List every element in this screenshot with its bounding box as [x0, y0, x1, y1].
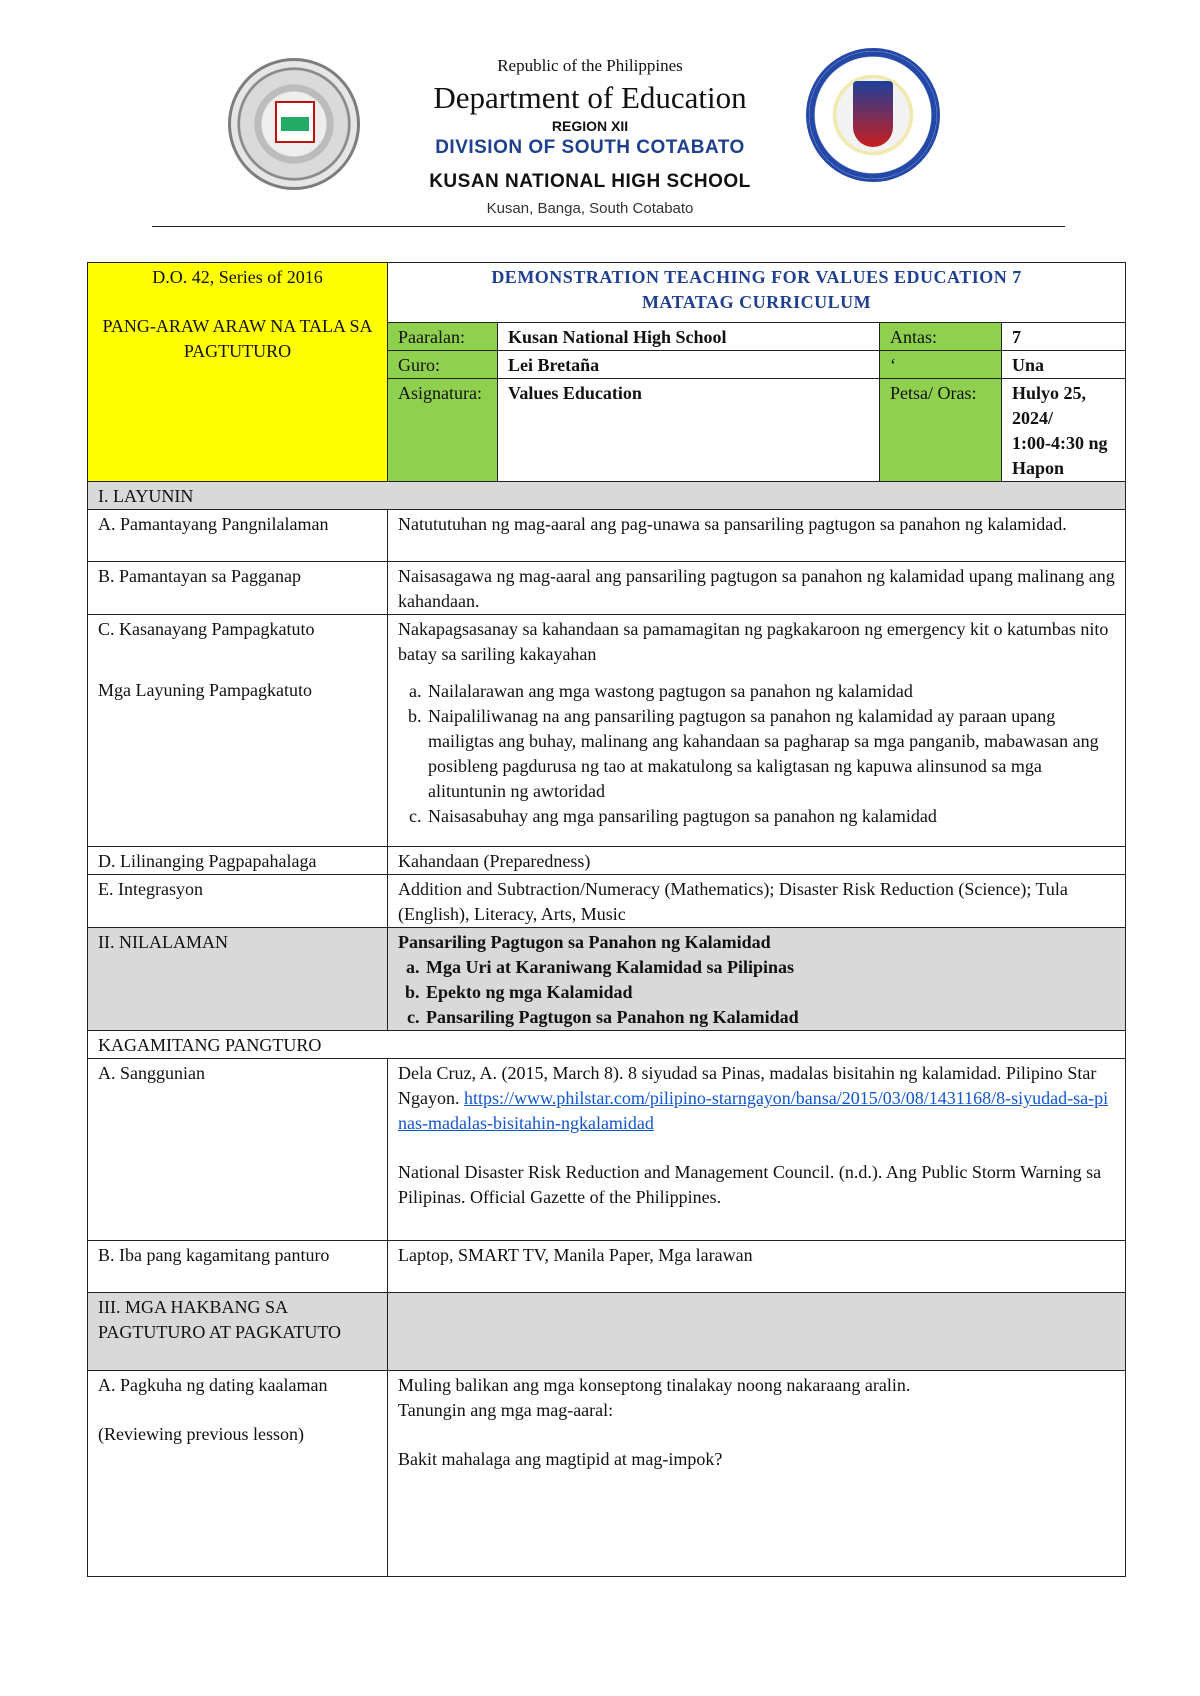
school-line: KUSAN NATIONAL HIGH SCHOOL	[429, 171, 751, 192]
nilalaman-item: c. Pansariling Pagtugon sa Panahon ng Kalamidad	[424, 1005, 1115, 1030]
performance-standard: Naisasagawa ng mag-aaral ang pansariling pagtugon sa panahon ng kalamidad upang malinang ang kahandaan.	[388, 562, 1126, 615]
subject-value: Values Education	[498, 379, 880, 482]
date-value	[1002, 379, 1126, 482]
school-label: Paaralan:	[388, 323, 498, 351]
republic-line: Republic of the Philippines	[497, 56, 683, 75]
other-materials: Laptop, SMART TV, Manila Paper, Mga larawan	[388, 1241, 1126, 1293]
review-question: Bakit mahalaga ang magtipid at mag-impok?	[398, 1449, 723, 1469]
competency-label: C. Kasanayang Pampagkatuto	[98, 619, 315, 639]
document-header	[0, 0, 1200, 235]
kagamitan-heading: KAGAMITANG PANGTURO	[88, 1031, 1126, 1059]
references-label: A. Sanggunian	[88, 1059, 388, 1241]
reference-1-link[interactable]: https://www.philstar.com/pilipino-starngayon/bansa/2015/03/08/1431168/8-siyudad-sa-pinas-madalas-bisitahin-ngkalamidad	[398, 1088, 1109, 1133]
values-label: D. Lilinanging Pagpapahalaga	[88, 847, 388, 875]
division-line: DIVISION OF SOUTH COTABATO	[435, 137, 745, 158]
objectives-list	[398, 679, 1115, 829]
school-seal-icon	[228, 58, 360, 190]
review-label-cell	[88, 1371, 388, 1577]
date-label: Petsa/ Oras:	[880, 379, 1002, 482]
competency-label-cell	[88, 615, 388, 847]
department-line: Department of Education	[433, 80, 747, 115]
grade-label: Antas:	[880, 323, 1002, 351]
deped-seal-icon	[806, 48, 940, 182]
header-divider	[152, 226, 1065, 227]
layunin-heading: I. LAYUNIN	[88, 482, 1126, 510]
other-materials-label: B. Iba pang kagamitang panturo	[88, 1241, 388, 1293]
reference-1	[398, 1061, 1115, 1136]
review-cell	[388, 1371, 1126, 1577]
nilalaman-cell	[388, 928, 1126, 1031]
order-cell	[88, 263, 388, 482]
title-line-2: MATATAG CURRICULUM	[641, 292, 872, 312]
integration-text: Addition and Subtraction/Numeracy (Mathematics); Disaster Risk Reduction (Science); Tula (English), Literacy, Arts, Music	[388, 875, 1126, 928]
review-label: A. Pagkuha ng dating kaalaman	[98, 1375, 328, 1395]
nilalaman-label: II. NILALAMAN	[88, 928, 388, 1031]
teacher-value: Lei Bretaña	[498, 351, 880, 379]
nilalaman-item: b. Epekto ng mga Kalamidad	[424, 980, 1115, 1005]
nilalaman-title: Pansariling Pagtugon sa Panahon ng Kalamidad	[398, 932, 771, 952]
content-standard: Natututuhan ng mag-aaral ang pag-unawa sa pansariling pagtugon sa panahon ng kalamidad.	[388, 510, 1126, 562]
school-value: Kusan National High School	[498, 323, 880, 351]
objectives-label: Mga Layuning Pampagkatuto	[98, 680, 312, 700]
region-line: REGION XII	[551, 118, 629, 134]
quarter-label: ‘	[880, 351, 1002, 379]
objective-item: b. Naipaliliwanag na ang pansariling pagtugon sa panahon ng kalamidad ay paraan upang mailigtas ang buhay, malinang ang kahandaan sa pagharap sa mga panganib, mabawasan ang posibleng pagdurusa ng tao at makatulong sa kaligtasan ng kapuwa alinsunod sa mga alituntunin ng awtoridad	[426, 704, 1115, 804]
reference-1-text: Dela Cruz, A. (2015, March 8). 8 siyudad sa Pinas, madalas bisitahin ng kalamidad. Pilipino Star Ngayon.	[398, 1063, 1097, 1108]
hakbang-empty-cell	[388, 1293, 1126, 1371]
address-line: Kusan, Banga, South Cotabato	[486, 200, 694, 217]
time-line: 1:00-4:30 ng Hapon	[1012, 433, 1108, 478]
hakbang-label: III. MGA HAKBANG SA PAGTUTURO AT PAGKATUTO	[88, 1293, 388, 1371]
review-line-2: Tanungin ang mga mag-aaral:	[398, 1400, 614, 1420]
date-line: Hulyo 25, 2024/	[1012, 383, 1087, 428]
title-line-1: DEMONSTRATION TEACHING FOR VALUES EDUCATION 7	[491, 267, 1022, 287]
competency-cell	[388, 615, 1126, 847]
nilalaman-list	[398, 955, 1115, 1030]
values-text: Kahandaan (Preparedness)	[388, 847, 1126, 875]
record-type-text: PANG-ARAW ARAW NA TALA SA PAGTUTURO	[102, 316, 373, 361]
objective-item: a. Nailalarawan ang mga wastong pagtugon sa panahon ng kalamidad	[426, 679, 1115, 704]
nilalaman-item: a. Mga Uri at Karaniwang Kalamidad sa Pilipinas	[424, 955, 1115, 980]
reference-2: National Disaster Risk Reduction and Management Council. (n.d.). Ang Public Storm Warning sa Pilipinas. Official Gazette of the Philippines.	[398, 1162, 1102, 1207]
references-cell	[388, 1059, 1126, 1241]
plan-title	[388, 263, 1126, 323]
review-sublabel: (Reviewing previous lesson)	[98, 1424, 304, 1444]
performance-standard-label: B. Pamantayan sa Pagganap	[88, 562, 388, 615]
objective-item: c. Naisasabuhay ang mga pansariling pagtugon sa panahon ng kalamidad	[426, 804, 1115, 829]
lesson-plan-table	[87, 262, 1126, 1577]
integration-label: E. Integrasyon	[88, 875, 388, 928]
order-text: D.O. 42, Series of 2016	[152, 267, 323, 287]
content-standard-label: A. Pamantayang Pangnilalaman	[88, 510, 388, 562]
subject-label: Asignatura:	[388, 379, 498, 482]
teacher-label: Guro:	[388, 351, 498, 379]
review-line-1: Muling balikan ang mga konseptong tinalakay noong nakaraang aralin.	[398, 1375, 911, 1395]
competency-text: Nakapagsasanay sa kahandaan sa pamamagitan ng pagkakaroon ng emergency kit o katumbas nito batay sa sariling kakayahan	[398, 619, 1109, 664]
quarter-value: Una	[1002, 351, 1126, 379]
grade-value: 7	[1002, 323, 1126, 351]
